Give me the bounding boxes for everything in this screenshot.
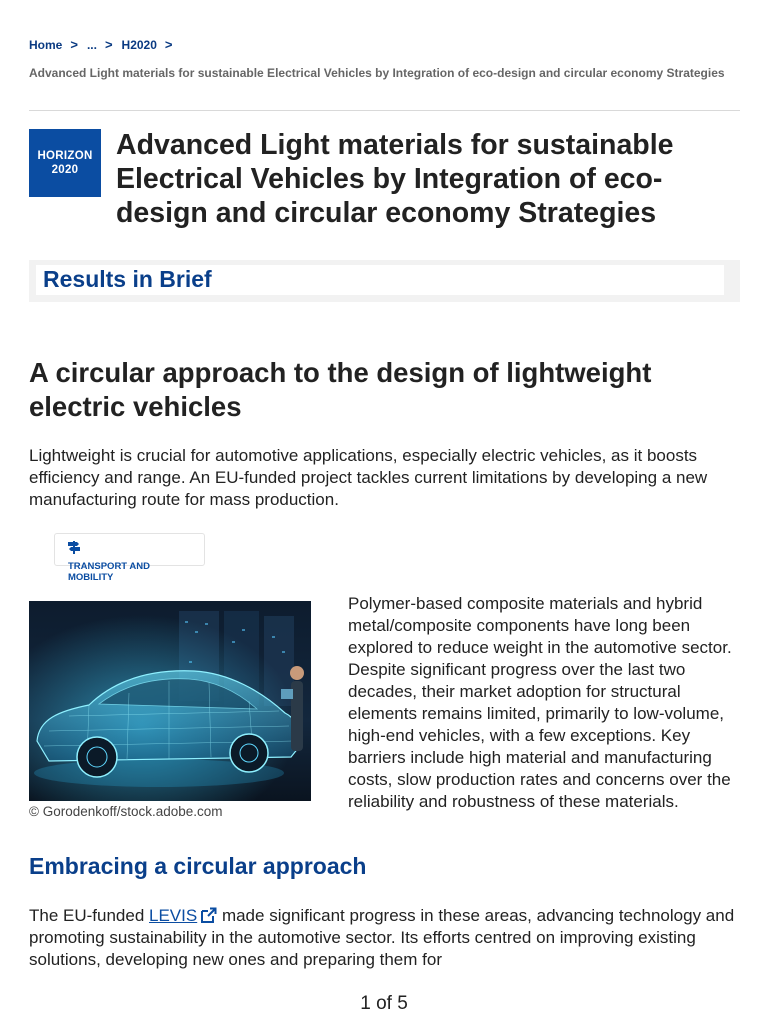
chevron-right-icon: > [164, 37, 173, 52]
image-caption: © Gorodenkoff/stock.adobe.com [29, 804, 223, 819]
breadcrumb-home[interactable]: Home [29, 37, 63, 52]
levis-project-link[interactable]: LEVIS [149, 906, 198, 925]
article-lead: Lightweight is crucial for automotive applications, especially electric vehicles, as it boosts efficiency and range. An EU-funded project tackles current limitations by developing a new manufacturing route for mass production. [29, 446, 708, 509]
article-headline: A circular approach to the design of lightweight electric vehicles [29, 357, 652, 422]
page-indicator: 1 of 5 [360, 993, 408, 1014]
paragraph-2-intro: The EU-funded [29, 906, 150, 925]
horizon-2020-logo [29, 129, 101, 197]
page-title: Advanced Light materials for sustainable Electrical Vehicles by Integration of eco-design and circular economy Strategies [116, 129, 674, 229]
article-image [29, 601, 311, 801]
logo-line-2: 2020 [51, 164, 79, 176]
breadcrumb-ellipsis[interactable]: ... [86, 37, 97, 52]
logo-line-1: HORIZON [37, 150, 93, 162]
paragraph-2-rest: made significant progress in these areas, advancing technology and promoting sustainability in the automotive sector. Its efforts centred on improving existing solutions, developing new ones and preparing them for [29, 906, 735, 969]
article-subheading: Embracing a circular approach [29, 853, 367, 879]
article-paragraph-2 [29, 905, 749, 971]
signpost-icon [67, 540, 81, 554]
chevron-right-icon: > [104, 37, 113, 52]
divider [29, 110, 740, 111]
wireframe-car-illustration [29, 601, 311, 801]
topic-tag-label[interactable]: TRANSPORT AND MOBILITY [68, 561, 150, 583]
breadcrumb-h2020[interactable]: H2020 [121, 37, 157, 52]
section-label: Results in Brief [43, 266, 212, 292]
breadcrumb-current: Advanced Light materials for sustainable Electrical Vehicles by Integration of eco-design and circular economy Strategies [29, 66, 725, 80]
chevron-right-icon: > [70, 37, 78, 52]
article-paragraph-1: Polymer-based composite materials and hybrid metal/composite components have long been explored to reduce weight in the automotive sector. Despite significant progress over the last two decades, their market adoption for structural elements remains limited, primarily to low-volume, high-end vehicles, with a few exceptions. Key barriers include high material and manufacturing costs, slow production rates and concerns over the reliability and robustness of these materials. [348, 594, 732, 811]
breadcrumb [29, 37, 182, 52]
external-link-icon[interactable] [200, 907, 217, 923]
